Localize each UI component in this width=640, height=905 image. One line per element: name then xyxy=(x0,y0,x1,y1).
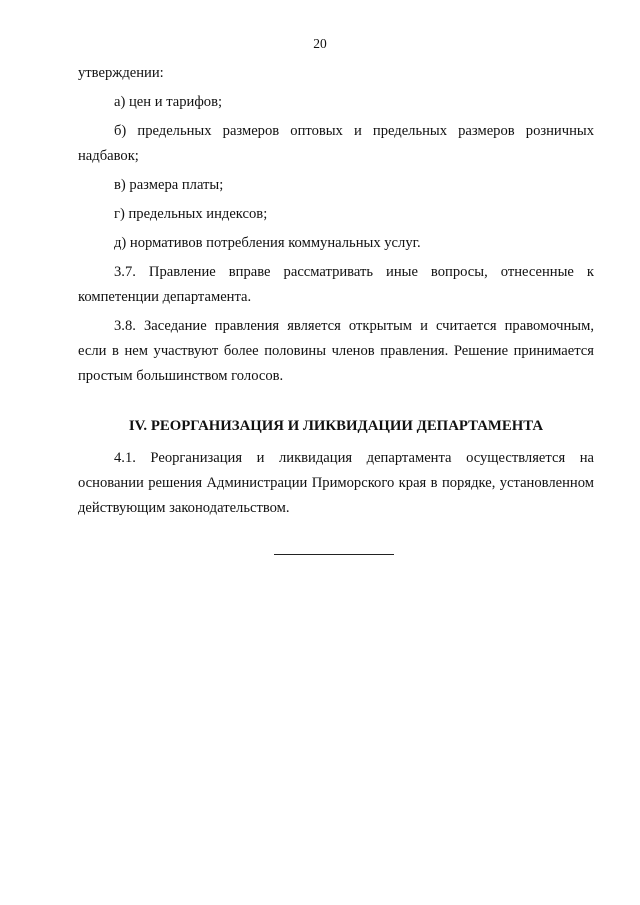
clause-3-8: 3.8. Заседание правления является открытым и считается правомочным, если в нем участвуют более половины членов правления. Решение принимается простым большинством голосов. xyxy=(78,318,594,384)
end-of-document-rule xyxy=(274,554,394,555)
page-number: 20 xyxy=(313,36,327,51)
clause-4-1: 4.1. Реорганизация и ликвидация департамента осуществляется на основании решения Администрации Приморского края в порядке, установленном действующим законодательством. xyxy=(78,450,594,516)
section-heading: IV. РЕОРГАНИЗАЦИЯ И ЛИКВИДАЦИИ ДЕПАРТАМЕНТА xyxy=(128,418,544,434)
list-item-v: в) размера платы; xyxy=(114,177,224,193)
list-item-a: а) цен и тарифов; xyxy=(114,94,223,110)
document-body xyxy=(78,61,594,525)
clause-3-7: 3.7. Правление вправе рассматривать иные вопросы, отнесенные к компетенции департамента. xyxy=(78,264,594,305)
paragraph-continuation: утверждении: xyxy=(78,65,164,81)
list-item-g: г) предельных индексов; xyxy=(114,206,268,222)
list-item-d: д) нормативов потребления коммунальных услуг. xyxy=(114,235,421,251)
list-item-b: б) предельных размеров оптовых и предельных размеров розничных надбавок; xyxy=(78,123,594,164)
